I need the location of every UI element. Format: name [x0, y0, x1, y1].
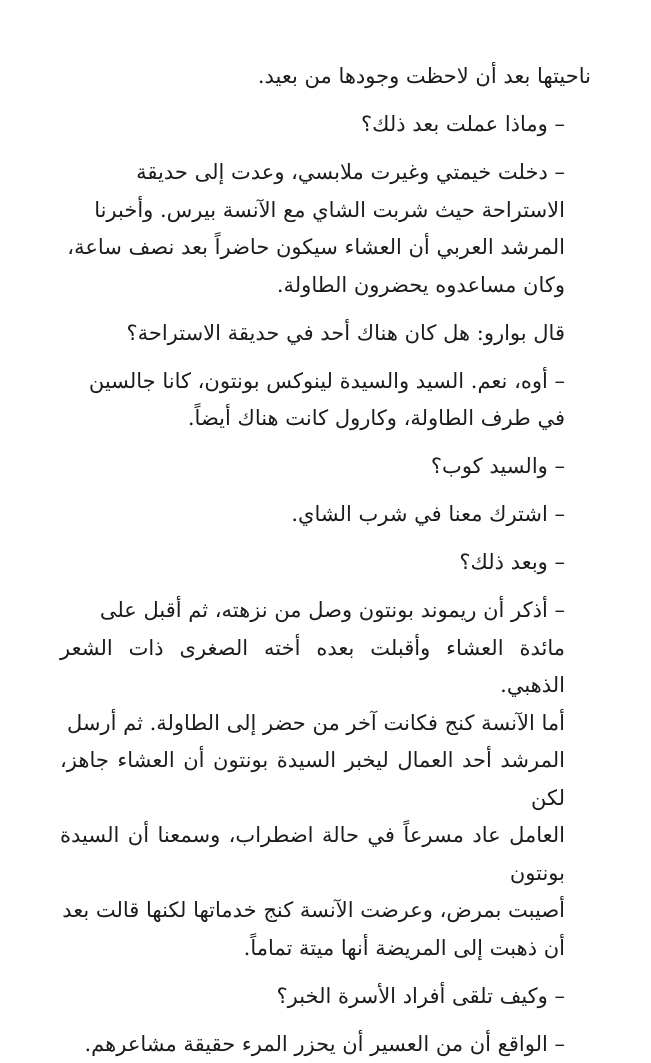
paragraph: – أذكر أن ريموند بونتون وصل من نزهته، ثم أقبل على مائدة العشاء وأقبلت بعده أخته الصغرى ذات الشعر الذهبي. أما الآنسة كنج فكانت آخر من حضر إلى الطاولة. ثم أرسل المرشد أحد العمال ليخبر السيدة بونتون أن العشاء جاهز، لكن العامل عاد مسرعاً في حالة اضطراب، وسمعنا أن السيدة بونتون أصيبت بمرض، وعرضت الآنسة كنج خدماتها لكنها قالت بعد أن ذهبت إلى المريضة أنها ميتة تماماً.	[60, 592, 591, 967]
paragraph: – والسيد كوب؟	[60, 448, 591, 486]
paragraph: ناحيتها بعد أن لاحظت وجودها من بعيد.	[60, 58, 591, 96]
paragraph: – أوه، نعم. السيد والسيدة لينوكس بونتون، كانا جالسين في طرف الطاولة، وكارول كانت هناك أيضاً.	[60, 363, 591, 438]
paragraph: – وكيف تلقى أفراد الأسرة الخبر؟	[60, 978, 591, 1016]
page-body	[60, 58, 591, 1063]
paragraph: – وبعد ذلك؟	[60, 544, 591, 582]
paragraph: – اشترك معنا في شرب الشاي.	[60, 496, 591, 534]
paragraph: – دخلت خيمتي وغيرت ملابسي، وعدت إلى حديقة الاستراحة حيث شربت الشاي مع الآنسة بيرس. وأخبرنا المرشد العربي أن العشاء سيكون حاضراً بعد نصف ساعة، وكان مساعدوه يحضرون الطاولة.	[60, 154, 591, 304]
paragraph: قال بوارو: هل كان هناك أحد في حديقة الاستراحة؟	[60, 315, 591, 353]
paragraph: – الواقع أن من العسير أن يحزر المرء حقيقة مشاعرهم.	[60, 1026, 591, 1063]
paragraph: – وماذا عملت بعد ذلك؟	[60, 106, 591, 144]
